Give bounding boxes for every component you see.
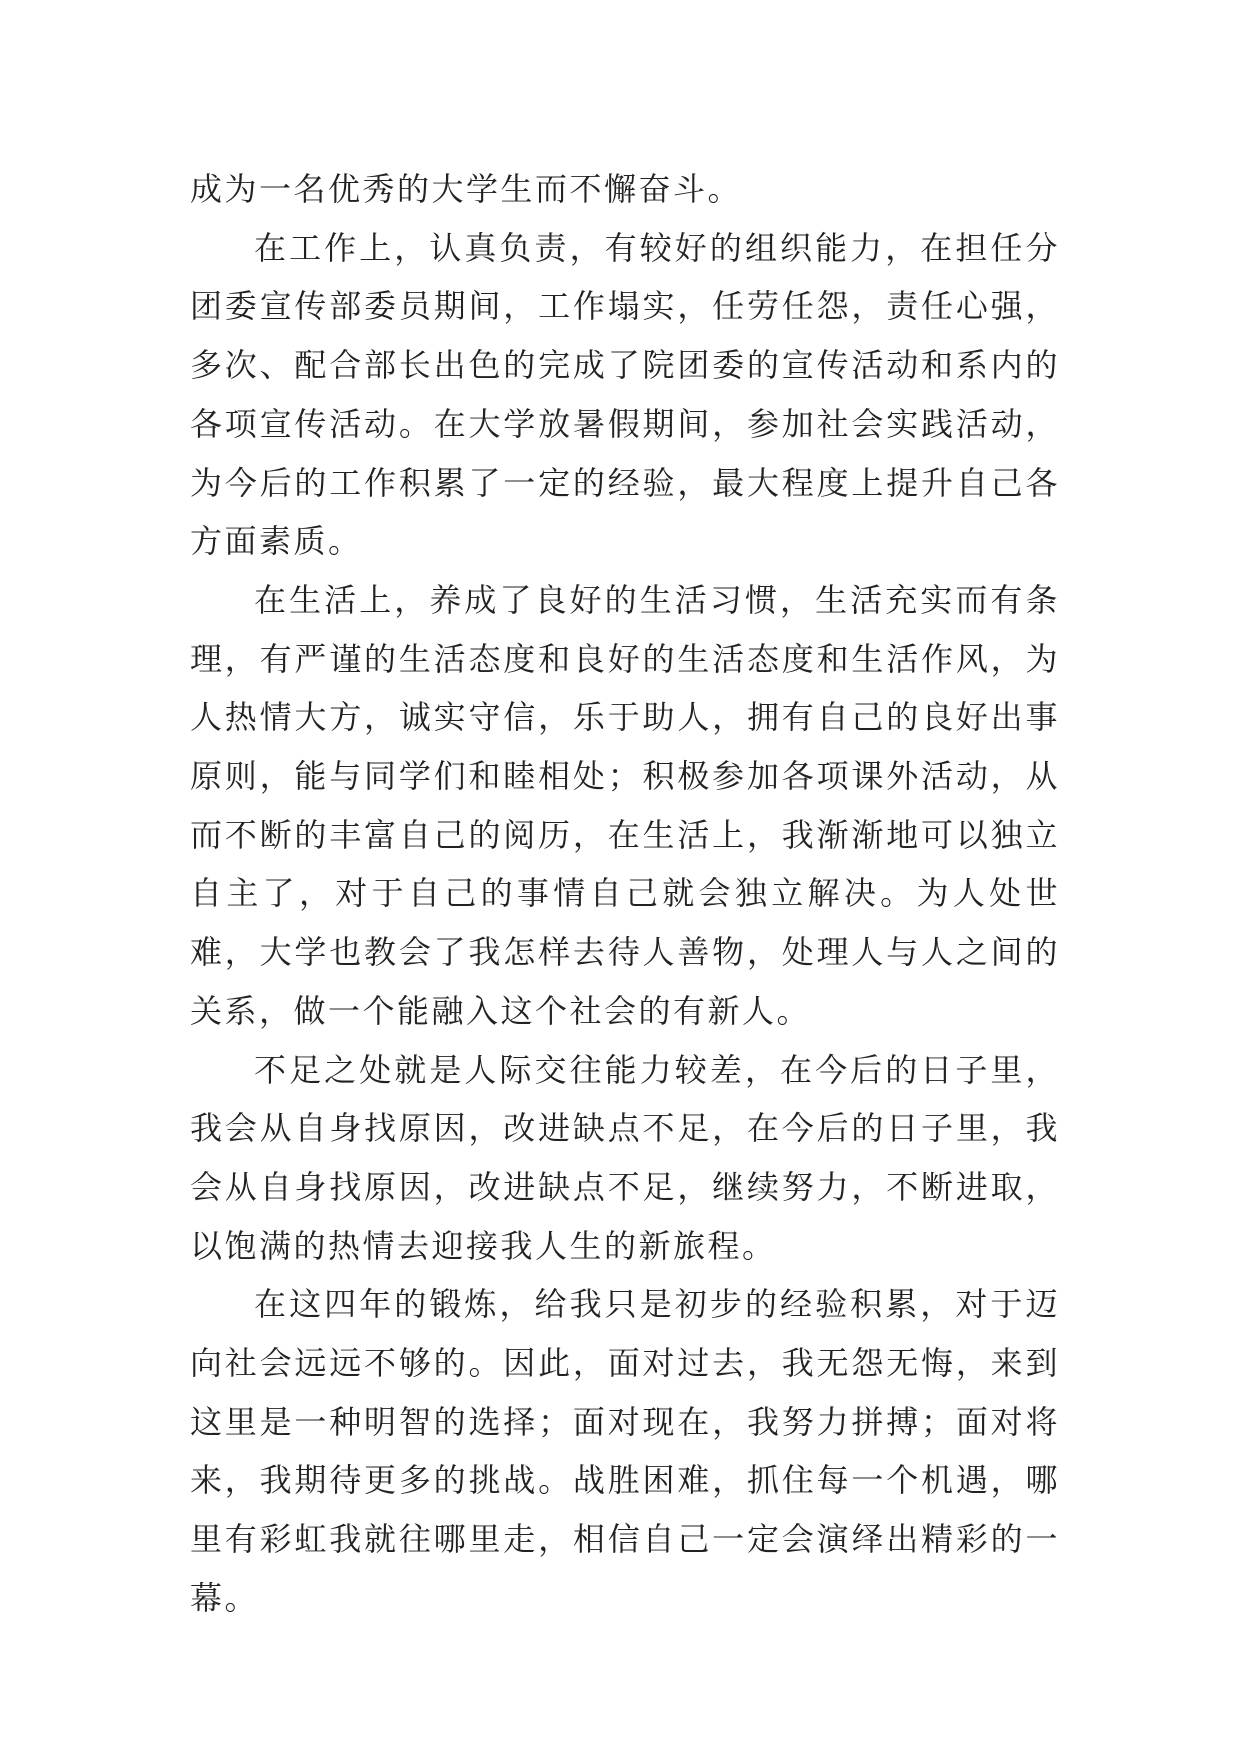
paragraph-life: 在生活上，养成了良好的生活习惯，生活充实而有条理，有严谨的生活态度和良好的生活态度和生活作风，为人热情大方，诚实守信，乐于助人，拥有自己的良好出事原则，能与同学们和睦相处；积极参加各项课外活动，从而不断的丰富自己的阅历，在生活上，我渐渐地可以独立自主了，对于自己的事情自己就会独立解决。为人处世难，大学也教会了我怎样去待人善物，处理人与人之间的关系，做一个能融入这个社会的有新人。 — [190, 580, 1060, 1030]
paragraph-shortcomings: 不足之处就是人际交往能力较差，在今后的日子里，我会从自身找原因，改进缺点不足，在今后的日子里，我会从自身找原因，改进缺点不足，继续努力，不断进取，以饱满的热情去迎接我人生的新旅程。 — [190, 1050, 1060, 1265]
document-body — [190, 160, 1060, 1628]
paragraph-conclusion: 在这四年的锻炼，给我只是初步的经验积累，对于迈向社会远远不够的。因此，面对过去，我无怨无悔，来到这里是一种明智的选择；面对现在，我努力拼搏；面对将来，我期待更多的挑战。战胜困难，抓住每一个机遇，哪里有彩虹我就往哪里走，相信自己一定会演绎出精彩的一幕。 — [190, 1285, 1060, 1617]
paragraph-continuation: 成为一名优秀的大学生而不懈奋斗。 — [190, 170, 743, 208]
paragraph-work: 在工作上，认真负责，有较好的组织能力，在担任分团委宣传部委员期间，工作塌实，任劳任怨，责任心强，多次、配合部长出色的完成了院团委的宣传活动和系内的各项宣传活动。在大学放暑假期间，参加社会实践活动，为今后的工作积累了一定的经验，最大程度上提升自己各方面素质。 — [190, 228, 1060, 561]
